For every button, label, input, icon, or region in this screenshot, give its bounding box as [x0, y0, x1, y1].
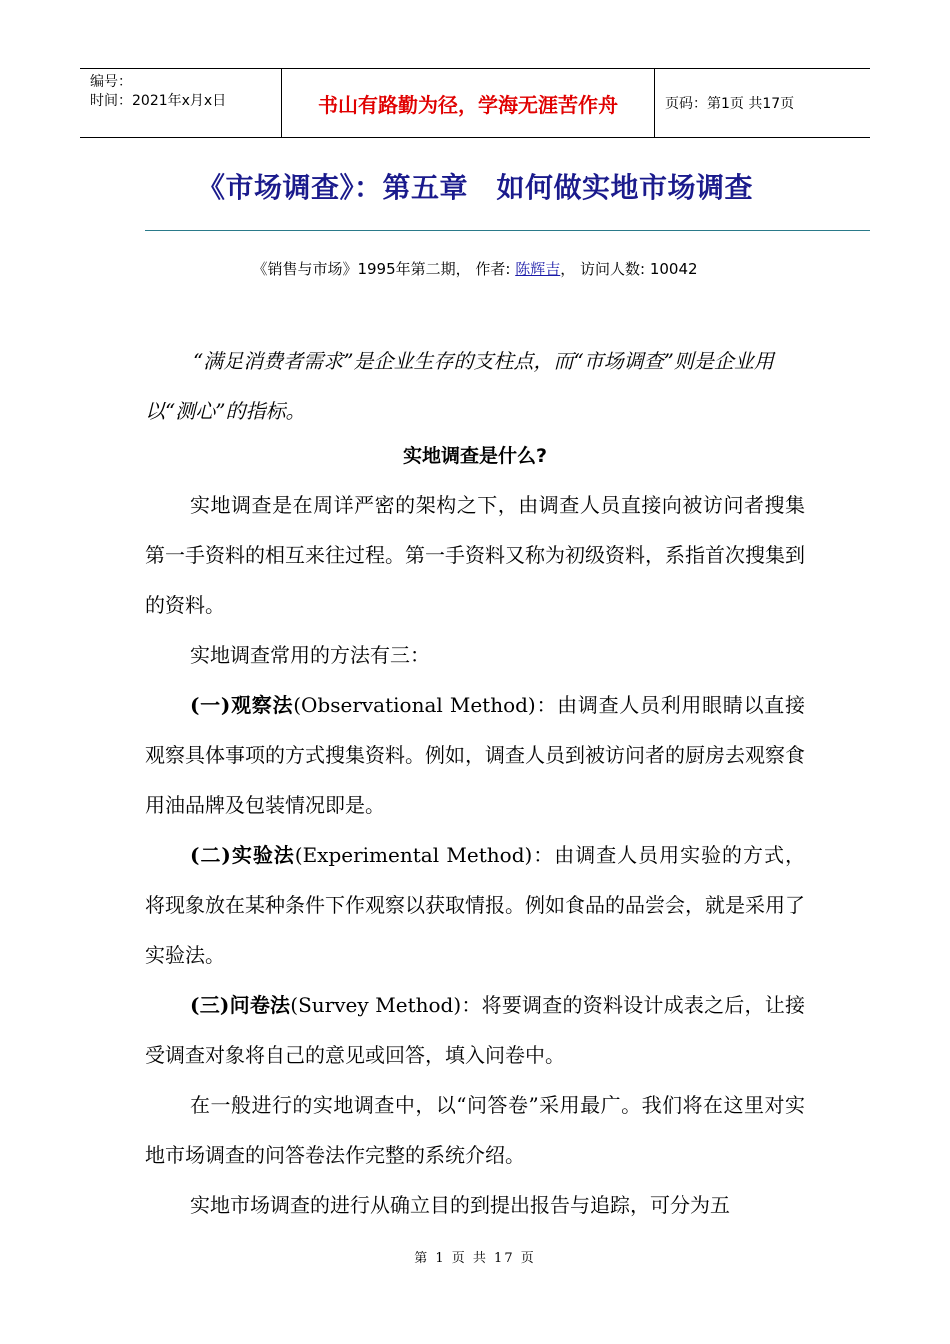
header-motto: 书山有路勤为径，学海无涯苦作舟	[281, 69, 655, 137]
header-page-info: 页码：第1页 共17页	[665, 96, 795, 112]
method-title: (三)问卷法	[190, 993, 291, 1017]
source-suffix: ， 访问人数: 10042	[560, 260, 698, 278]
paragraph	[145, 980, 805, 1080]
paragraph	[145, 830, 805, 980]
paragraph: 实地市场调查的进行从确立目的到提出报告与追踪，可分为五	[190, 1193, 730, 1217]
method-title: (二)实验法	[190, 843, 295, 867]
paragraph: 实地调查是在周详严密的架构之下，由调查人员直接向被访问者搜集第一手资料的相互来往过程。第一手资料又称为初级资料，系指首次搜集到的资料。	[145, 493, 805, 617]
method-description: (Survey Method)：将要调查的资料设计成表之后，让接受调查对象将自己的意见或回答，填入问卷中。	[145, 993, 805, 1067]
paragraph: 在一般进行的实地调查中，以“问答卷”采用最广。我们将在这里对实地市场调查的问答卷法作完整的系统介绍。	[145, 1093, 805, 1167]
method-title: (一)观察法	[190, 693, 294, 717]
document-header	[80, 68, 870, 138]
page-title: 《市场调查》：第五章 如何做实地市场调查	[196, 171, 753, 204]
paragraph: 实地调查常用的方法有三：	[190, 643, 430, 667]
source-line	[0, 258, 950, 279]
number-label: 编号：	[90, 74, 132, 90]
intro-quote: “满足消费者需求”是企业生存的支柱点，而“市场调查”则是企业用以“测心”的指标。	[145, 349, 774, 423]
time-label: 时间：2021年x月x日	[90, 93, 227, 109]
section-heading: 实地调查是什么?	[402, 445, 548, 467]
method-description: (Experimental Method)：由调查人员用实验的方式，将现象放在某种条件下作观察以获取情报。例如食品的品尝会，就是采用了实验法。	[145, 843, 805, 967]
author-link[interactable]: 陈辉吉	[515, 260, 561, 278]
paragraph	[145, 680, 805, 830]
source-prefix: 《销售与市场》1995年第二期， 作者:	[252, 260, 516, 278]
title-divider	[145, 230, 870, 231]
method-description: (Observational Method)：由调查人员利用眼睛以直接观察具体事项的方式搜集资料。例如，调查人员到被访问者的厨房去观察食用油品牌及包装情况即是。	[145, 693, 806, 817]
header-meta	[80, 69, 281, 137]
article-body	[145, 480, 805, 1230]
page-footer: 第 1 页 共 17 页	[414, 1251, 536, 1266]
